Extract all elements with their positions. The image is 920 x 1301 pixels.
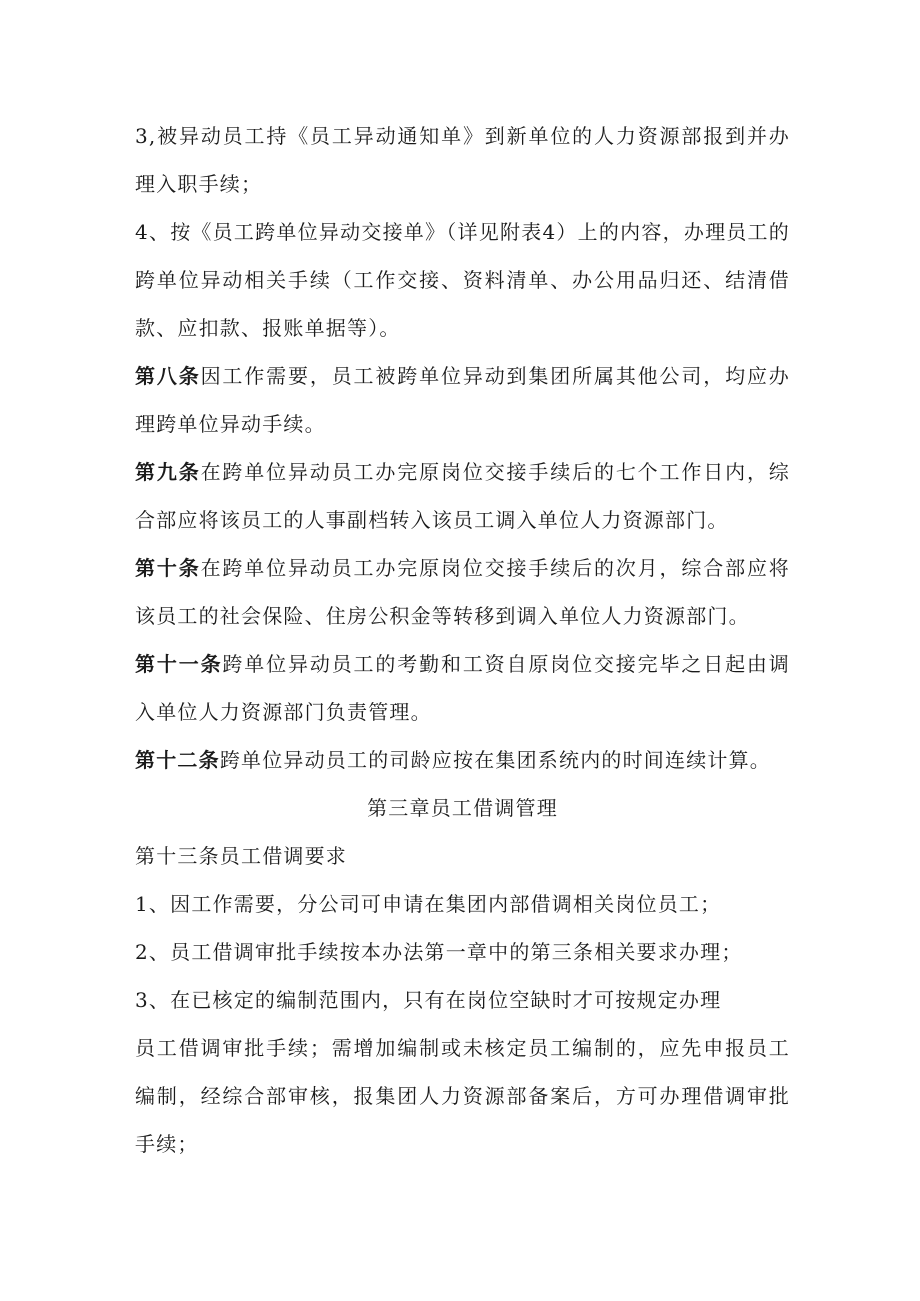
document-body <box>135 112 790 1168</box>
article-text: 在跨单位异动员工办完原岗位交接手续后的七个工作日内，综合部应将该员工的人事副档转入该员工调入单位人力资源部门。 <box>135 460 790 532</box>
article-number: 第八条 <box>135 364 201 388</box>
article-number: 第十二条 <box>135 748 220 772</box>
paragraph-text: 3,被异动员工持《员工异动通知单》到新单位的人力资源部报到并办理入职手续； <box>135 124 790 196</box>
article-text: 跨单位异动员工的司龄应按在集团系统内的时间连续计算。 <box>219 748 772 772</box>
paragraph-item-4 <box>135 208 790 352</box>
article-12 <box>135 736 790 784</box>
paragraph-text: 4、按《员工跨单位异动交接单》（详见附表4）上的内容，办理员工的跨单位异动相关手续（工作交接、资料清单、办公用品归还、结清借款、应扣款、报账单据等）。 <box>135 220 790 340</box>
article-10 <box>135 544 790 640</box>
list-item-continuation: 员工借调审批手续；需增加编制或未核定员工编制的，应先申报员工编制，经综合部审核，报集团人力资源部备案后，方可办理借调审批手续； <box>135 1036 790 1156</box>
article-9 <box>135 448 790 544</box>
list-item: 2、员工借调审批手续按本办法第一章中的第三条相关要求办理； <box>135 940 743 964</box>
chapter-heading: 第三章员工借调管理 <box>367 796 558 820</box>
article-8 <box>135 352 790 448</box>
article-11 <box>135 640 790 736</box>
article-number: 第十一条 <box>135 652 223 676</box>
article-text: 因工作需要，员工被跨单位异动到集团所属其他公司，均应办理跨单位异动手续。 <box>135 364 790 436</box>
article-number: 第九条 <box>135 460 201 484</box>
article-text: 跨单位异动员工的考勤和工资自原岗位交接完毕之日起由调入单位人力资源部门负责管理。 <box>135 652 790 724</box>
list-item: 1、因工作需要，分公司可申请在集团内部借调相关岗位员工； <box>135 892 722 916</box>
section-title: 第十三条员工借调要求 <box>135 844 347 868</box>
paragraph-item-3 <box>135 112 790 208</box>
list-item: 3、在已核定的编制范围内，只有在岗位空缺时才可按规定办理 <box>135 988 722 1012</box>
article-number: 第十条 <box>135 556 201 580</box>
article-text: 在跨单位异动员工办完原岗位交接手续后的次月，综合部应将该员工的社会保险、住房公积金等转移到调入单位人力资源部门。 <box>135 556 790 628</box>
